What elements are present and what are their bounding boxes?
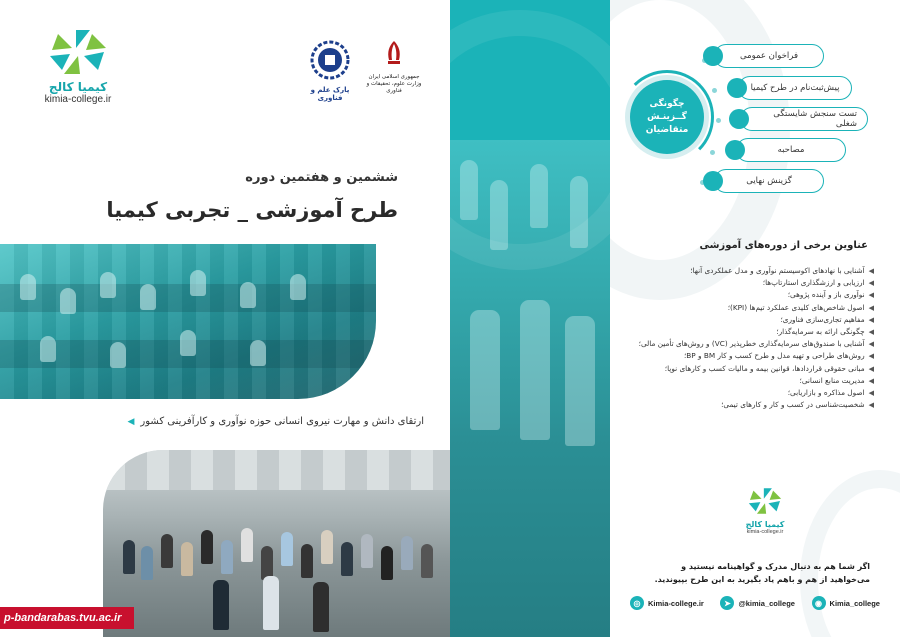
brand-name: کیمیا کالج — [48, 80, 108, 94]
group-photo — [103, 450, 450, 637]
triangle-bullet-icon: ◀ — [868, 303, 874, 312]
list-item: ◀ آشنایی با نهادهای اکوسیستم نوآوری و مدل عملکردی آنها؛ — [634, 265, 874, 277]
triangle-bullet-icon: ◀ — [868, 401, 874, 410]
cta-line-1: اگر شما هم به دنبال مدرک و گواهینامه نیستید و — [681, 562, 870, 571]
iran-emblem-icon — [379, 38, 409, 68]
triangle-bullet-icon: ◀ — [868, 279, 874, 288]
step-label: مصاحبه — [777, 145, 805, 155]
courses-heading: عناوین برخی از دوره‌های آموزشی — [699, 240, 868, 251]
call-to-action — [640, 560, 870, 586]
step-pre-registration — [738, 76, 852, 100]
step-public-call — [714, 44, 824, 68]
cta-line-2: می‌خواهید از هم و باهم یاد بگیرید به این طرح بپیوندید. — [654, 575, 870, 584]
selection-line-2: گــزینـش — [647, 111, 687, 122]
step-marker-icon — [729, 109, 749, 129]
program-title: طرح آموزشی _ تجربی کیمیا — [106, 198, 398, 222]
program-goal — [128, 416, 425, 427]
list-item: ◀ روش‌های طراحی و تهیه مدل و طرح کسب و کار BM و BP؛ — [634, 350, 874, 362]
selection-line-1: چگونگی — [649, 98, 685, 109]
social-instagram[interactable] — [812, 596, 880, 610]
courses-list — [634, 265, 874, 411]
step-marker-icon — [727, 78, 747, 98]
instagram-icon: ◉ — [812, 596, 826, 610]
step-label: گزینش نهایی — [746, 176, 792, 186]
step-marker-icon — [703, 171, 723, 191]
step-label: تست سنجش شایستگی شغلی — [773, 109, 857, 129]
brand-url: kimia-college.ir — [44, 94, 112, 105]
triangle-bullet-icon: ◀ — [868, 340, 874, 349]
step-competency-test — [740, 107, 868, 131]
ministry-caption: جمهوری اسلامی ایران وزارت علوم، تحقیقات و فناوری — [366, 74, 422, 94]
selection-process-badge — [630, 80, 704, 154]
list-item: ◀ چگونگی ارائه به سرمایه‌گذار؛ — [634, 326, 874, 338]
list-item: ◀ نوآوری باز و آینده پژوهی؛ — [634, 289, 874, 301]
list-item: ◀ مبانی حقوقی قراردادها، قوانین بیمه و مالیات کسب و کارهای نوپا؛ — [634, 363, 874, 375]
kimia-logo-icon — [46, 26, 110, 78]
triangle-bullet-icon: ◀ — [868, 267, 874, 275]
goal-text: ارتقای دانش و مهارت نیروی انسانی حوزه نوآوری و کارآفرینی کشور — [140, 416, 424, 427]
telegram-icon: ➤ — [720, 596, 734, 610]
triangle-bullet-icon: ◀ — [868, 376, 874, 385]
list-item: ◀ مفاهیم تجاری‌سازی فناوری؛ — [634, 314, 874, 326]
social-telegram[interactable] — [720, 596, 795, 610]
list-item: ◀ اصول شاخص‌های کلیدی عملکرد تیم‌ها (KPI)؛ — [634, 302, 874, 314]
triangle-bullet-icon: ◀ — [868, 327, 874, 336]
step-label: پیش‌ثبت‌نام در طرح کیمیا — [750, 83, 840, 93]
social-label: Kimia_college — [829, 598, 880, 608]
brand-name: کیمیا کالج — [745, 520, 785, 529]
step-marker-icon — [703, 46, 723, 66]
kimia-college-logo-small — [730, 486, 800, 535]
social-label: Kimia-college.ir — [648, 598, 704, 608]
triangle-bullet-icon: ◀ — [868, 291, 874, 300]
middle-photo-panel — [450, 0, 610, 637]
triangle-bullet-icon: ◀ — [868, 352, 874, 361]
triangle-bullet-icon: ◀ — [868, 364, 874, 373]
step-interview — [736, 138, 846, 162]
list-item: ◀ شخصیت‌شناسی در کسب و کار و کارهای تیمی؛ — [634, 399, 874, 411]
kimia-college-logo — [28, 26, 128, 105]
step-label: فراخوان عمومی — [739, 51, 799, 61]
triangle-bullet-icon: ◀ — [868, 315, 874, 324]
classroom-photo — [0, 244, 376, 399]
ministry-logo — [362, 38, 426, 95]
list-item: ◀ آشنایی با صندوق‌های سرمایه‌گذاری خطرپذیر (VC) و روش‌های تأمین مالی؛ — [634, 338, 874, 350]
social-label: @kimia_college — [738, 598, 795, 608]
brand-url: kimia-college.ir — [746, 529, 784, 535]
list-item: ◀ مدیریت منابع انسانی؛ — [634, 375, 874, 387]
step-marker-icon — [725, 140, 745, 160]
list-item: ◀ اصول مذاکره و بازاریابی؛ — [634, 387, 874, 399]
triangle-bullet-icon: ◀ — [868, 388, 874, 397]
web-icon: ◎ — [630, 596, 644, 610]
park-caption: پارک علم و فناوری — [310, 86, 350, 102]
triangle-bullet-icon: ◀ — [127, 416, 135, 427]
kimia-logo-icon — [746, 486, 784, 516]
list-item: ◀ ارزیابی و ارزشگذاری استارتاپ‌ها؛ — [634, 277, 874, 289]
info-panel — [610, 0, 900, 637]
selection-line-3: متقاضیان — [645, 124, 689, 135]
edition-heading: ششمین و هفتمین دوره — [245, 170, 398, 185]
step-final-selection — [714, 169, 824, 193]
gear-seal-icon — [310, 40, 350, 80]
science-park-logo — [300, 40, 360, 102]
social-website[interactable] — [630, 596, 704, 610]
site-watermark: p-bandarabas.tvu.ac.ir — [0, 607, 134, 629]
social-links — [630, 596, 880, 610]
